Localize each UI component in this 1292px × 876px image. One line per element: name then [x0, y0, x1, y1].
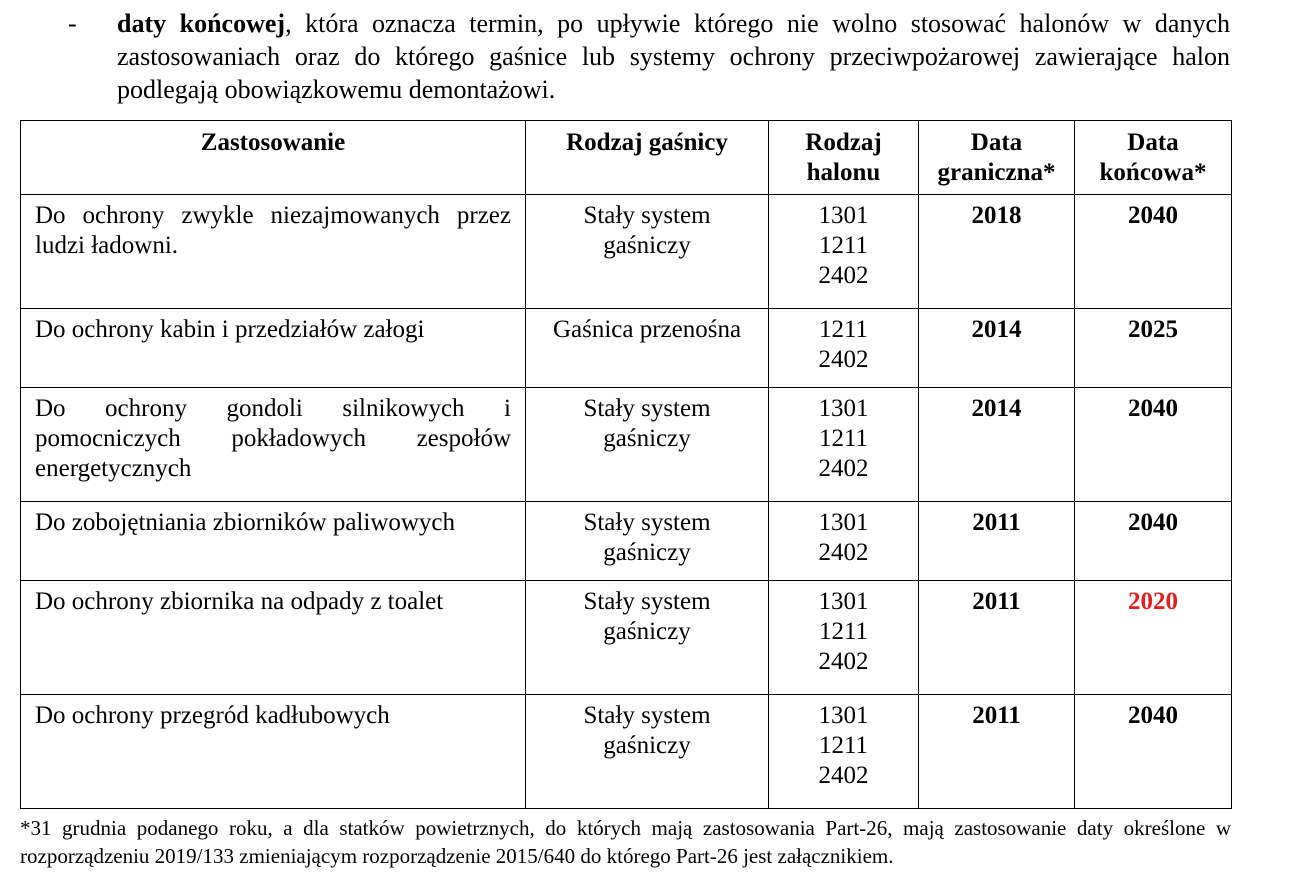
extinguisher-type-line: gaśniczy	[603, 232, 691, 259]
cell-application: Do ochrony kabin i przedziałów załogi	[21, 309, 526, 388]
halon-code: 1211	[818, 232, 869, 259]
header-application: Zastosowanie	[21, 121, 526, 195]
halon-code: 2402	[818, 455, 869, 482]
extinguisher-type-line: Gaśnica przenośna	[552, 316, 742, 343]
cell-halon-types	[769, 695, 919, 809]
cell-halon-types	[769, 388, 919, 502]
halon-code: 1301	[818, 702, 869, 729]
cell-halon-types	[769, 309, 919, 388]
halon-code: 2402	[818, 762, 869, 789]
cell-cutoff-date: 2014	[919, 309, 1075, 388]
cell-application: Do ochrony gondoli silnikowych i pomocniczych pokładowych zespołów energetycznych	[21, 388, 526, 502]
cell-extinguisher-type	[526, 581, 769, 695]
cell-cutoff-date: 2011	[919, 502, 1075, 581]
cell-end-date: 2040	[1075, 502, 1232, 581]
cell-application: Do ochrony przegród kadłubowych	[21, 695, 526, 809]
extinguisher-type-line: gaśniczy	[603, 425, 691, 452]
table-row	[21, 195, 1232, 309]
halon-table	[20, 120, 1232, 809]
cell-extinguisher-type	[526, 195, 769, 309]
halon-code: 1211	[818, 425, 869, 452]
halon-code: 1301	[818, 588, 869, 615]
list-dash: -	[68, 9, 77, 38]
cell-extinguisher-type	[526, 388, 769, 502]
intro-bold-term: daty końcowej	[117, 9, 286, 38]
table-row	[21, 388, 1232, 502]
cell-halon-types	[769, 581, 919, 695]
cell-end-date: 2040	[1075, 695, 1232, 809]
cell-cutoff-date: 2018	[919, 195, 1075, 309]
cell-halon-types	[769, 195, 919, 309]
intro-text	[117, 7, 1230, 106]
extinguisher-type-line: Stały system	[583, 588, 711, 615]
cell-end-date: 2040	[1075, 195, 1232, 309]
table-row	[21, 695, 1232, 809]
halon-code: 1301	[818, 202, 869, 229]
extinguisher-type-line: Stały system	[583, 395, 711, 422]
extinguisher-type-line: gaśniczy	[603, 618, 691, 645]
header-extinguisher-type: Rodzaj gaśnicy	[526, 121, 769, 195]
intro-paragraph	[0, 4, 1292, 104]
extinguisher-type-line: gaśniczy	[603, 732, 691, 759]
cell-extinguisher-type	[526, 502, 769, 581]
cell-application: Do zobojętniania zbiorników paliwowych	[21, 502, 526, 581]
header-end-date: Data końcowa*	[1075, 121, 1232, 195]
extinguisher-type-line: Stały system	[583, 702, 711, 729]
cell-application: Do ochrony zwykle niezajmowanych przez ludzi ładowni.	[21, 195, 526, 309]
table-row	[21, 581, 1232, 695]
halon-code: 2402	[818, 539, 869, 566]
header-halon-type: Rodzaj halonu	[769, 121, 919, 195]
table-header-row	[21, 121, 1232, 195]
halon-code: 2402	[818, 262, 869, 289]
intro-rest: , która oznacza termin, po upływie którego nie wolno stosować halonów w danych zastosowaniach oraz do którego gaśnice lub systemy ochrony przeciwpożarowej zawierające halon podlegają obowiązkowemu demontażowi.	[117, 9, 1230, 104]
cell-end-date: 2040	[1075, 388, 1232, 502]
halon-code: 1301	[818, 509, 869, 536]
cell-cutoff-date: 2014	[919, 388, 1075, 502]
cell-extinguisher-type	[526, 695, 769, 809]
footnote: *31 grudnia podanego roku, a dla statków powietrznych, do których mają zastosowania Part-26, mają zastosowanie daty określone w rozporządzeniu 2019/133 zmieniającym rozporządzenie 2015/640 do którego Part-26 jest załącznikiem.	[20, 816, 1231, 868]
cell-halon-types	[769, 502, 919, 581]
halon-code: 1211	[818, 618, 869, 645]
table-row	[21, 309, 1232, 388]
cell-application: Do ochrony zbiornika na odpady z toalet	[21, 581, 526, 695]
header-cutoff-date: Data graniczna*	[919, 121, 1075, 195]
halon-code: 1211	[818, 732, 869, 759]
cell-cutoff-date: 2011	[919, 581, 1075, 695]
halon-code: 1211	[818, 316, 869, 343]
halon-code: 2402	[818, 648, 869, 675]
cell-end-date: 2020	[1075, 581, 1232, 695]
extinguisher-type-line: gaśniczy	[603, 539, 691, 566]
cell-cutoff-date: 2011	[919, 695, 1075, 809]
table-row	[21, 502, 1232, 581]
cell-extinguisher-type	[526, 309, 769, 388]
extinguisher-type-line: Stały system	[583, 202, 711, 229]
halon-code: 1301	[818, 395, 869, 422]
halon-code: 2402	[818, 346, 869, 373]
cell-end-date: 2025	[1075, 309, 1232, 388]
extinguisher-type-line: Stały system	[583, 509, 711, 536]
